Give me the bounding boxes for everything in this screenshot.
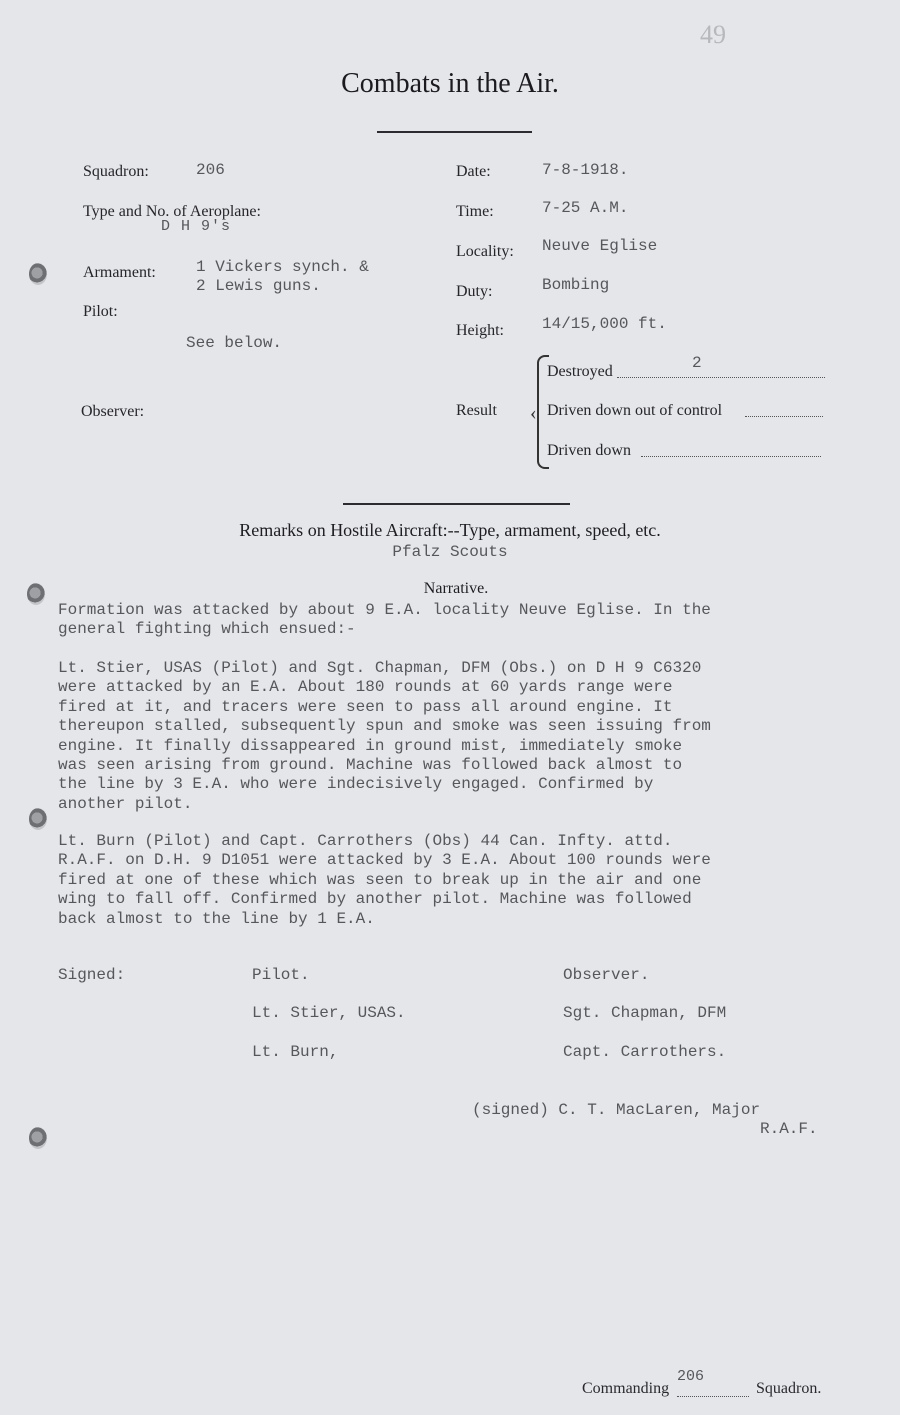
commander-signature: (signed) C. T. MacLaren, Major — [472, 1101, 761, 1119]
title-underline — [377, 131, 532, 133]
commanding-label: Commanding — [582, 1380, 670, 1397]
date-value: 7-8-1918. — [542, 161, 629, 179]
footer-squadron-number: 206 — [677, 1368, 705, 1385]
binder-hole — [29, 1127, 47, 1149]
destroyed-dotted-line — [617, 377, 825, 378]
commander-signature-service: R.A.F. — [760, 1120, 818, 1138]
driven-down-out-of-control-label: Driven down out of control — [547, 402, 723, 419]
height-label: Height: — [456, 322, 504, 339]
driven-down-out-of-control-dotted-line — [745, 416, 823, 417]
locality-label: Locality: — [456, 243, 514, 260]
observer-signature: Sgt. Chapman, DFM — [563, 1004, 727, 1022]
result-brace-tip: ‹ — [530, 402, 537, 424]
squadron-value: 206 — [196, 161, 225, 179]
armament-label: Armament: — [83, 264, 156, 281]
binder-hole — [29, 263, 47, 285]
pilot-label: Pilot: — [83, 303, 118, 320]
narrative-paragraph: Lt. Burn (Pilot) and Capt. Carrothers (Obs) 44 Can. Infty. attd. R.A.F. on D.H. 9 D1051 were attacked by 3 E.A. About 100 rounds were fired at one of these which was seen to break up in the air and one wing to fall off. Confirmed by another pilot. Machine was followed back almost to the line by 1 E.A. — [58, 832, 711, 928]
remarks-value: Pfalz Scouts — [392, 543, 508, 561]
footer-dotted-line — [677, 1396, 749, 1397]
remarks-heading: Remarks on Hostile Aircraft:--Type, armament, speed, etc. — [239, 520, 661, 540]
destroyed-value: 2 — [692, 354, 702, 372]
pilot-column-header: Pilot. — [252, 966, 310, 984]
form-title: Combats in the Air. — [341, 68, 559, 99]
time-value: 7-25 A.M. — [542, 199, 629, 217]
squadron-label: Squadron: — [83, 163, 149, 180]
narrative-paragraph: Formation was attacked by about 9 E.A. locality Neuve Eglise. In the general fighting which ensued:- — [58, 601, 711, 639]
pilot-signature: Lt. Stier, USAS. — [252, 1004, 406, 1022]
driven-down-label: Driven down — [547, 442, 631, 459]
footer-squadron-label: Squadron. — [756, 1380, 822, 1397]
observer-signature: Capt. Carrothers. — [563, 1043, 727, 1061]
duty-label: Duty: — [456, 283, 493, 300]
observer-label: Observer: — [81, 403, 145, 420]
section-separator — [343, 503, 570, 505]
aeroplane-type-label: Type and No. of Aeroplane: — [83, 203, 261, 220]
pilot-signature: Lt. Burn, — [252, 1043, 339, 1061]
aeroplane-type-value: D H 9's — [161, 218, 232, 235]
page-number: 49 — [700, 20, 726, 49]
signed-label: Signed: — [58, 966, 126, 984]
binder-hole — [29, 808, 47, 830]
binder-hole — [27, 583, 45, 605]
date-label: Date: — [456, 163, 491, 180]
armament-value-line1: 1 Vickers synch. & — [196, 258, 369, 276]
result-label: Result — [456, 402, 497, 419]
locality-value: Neuve Eglise — [542, 237, 658, 255]
time-label: Time: — [456, 203, 494, 220]
pilot-value: See below. — [186, 334, 283, 352]
height-value: 14/15,000 ft. — [542, 315, 667, 333]
duty-value: Bombing — [542, 276, 610, 294]
driven-down-dotted-line — [641, 456, 821, 457]
destroyed-label: Destroyed — [547, 363, 613, 380]
observer-column-header: Observer. — [563, 966, 650, 984]
narrative-heading: Narrative. — [423, 580, 489, 597]
narrative-paragraph: Lt. Stier, USAS (Pilot) and Sgt. Chapman, DFM (Obs.) on D H 9 C6320 were attacked by an E.A. About 180 rounds at 60 yards range were fired at it, and tracers were seen to pass all around engine. It thereupon stalled, subsequently spun and smoke was seen issuing from engine. It finally dissappeared in ground mist, immediately smoke was seen arising from ground. Machine was followed back almost to the line by 3 E.A. who were indecisively engaged. Confirmed by another pilot. — [58, 659, 711, 813]
armament-value-line2: 2 Lewis guns. — [196, 277, 321, 295]
